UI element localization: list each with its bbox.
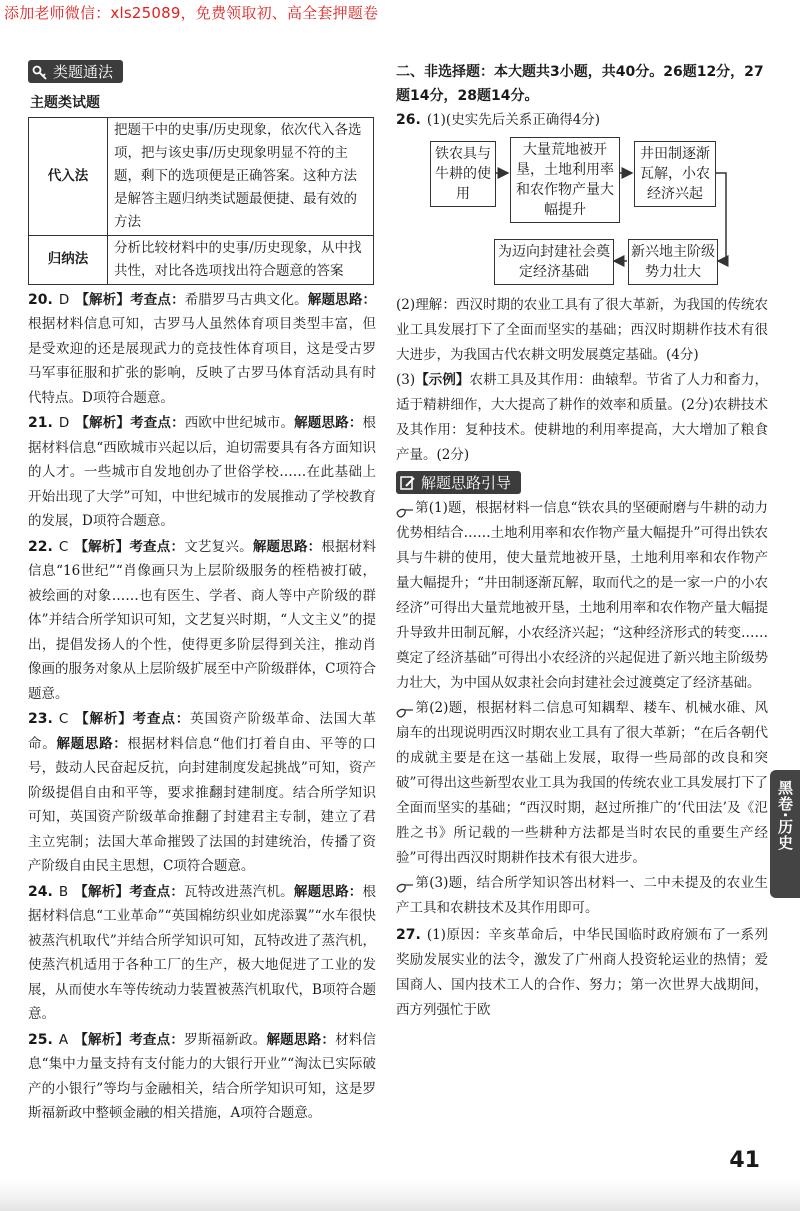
item-text: (3) <box>396 372 416 388</box>
method-subhead: 主题类试题 <box>30 94 100 111</box>
item-keyword: 解题思路： <box>294 415 363 431</box>
item-number: 24. <box>28 883 53 900</box>
q26-part2: (2)理解：西汉时期的农业工具有了很大革新，为我国的传统农业工具发展打下了全面而坚实的基础；西汉时期耕作技术有很大进步，为我国古代农耕文明发展奠定基础。(4分) <box>396 297 768 363</box>
answer-item <box>28 1028 376 1126</box>
item-text: 根据材料信息“他们打着自由、平等的口号，鼓动人民奋起反抗，向封建制度发起挑战”可知，资产阶级提倡自由和平等，要求推翻封建制度。结合所学知识可知，英国资产阶级革命推翻了封建君主专制，建立了君主立宪制；法国大革命摧毁了法国的封建统治，传播了资产阶级自由民主思想，C项符合题意。 <box>28 735 377 874</box>
item-number: 26. <box>396 112 421 128</box>
pointing-hand-icon <box>396 703 414 715</box>
item-keyword: 考查点： <box>132 711 191 727</box>
watermark-text: 添加老师微信：xls25089，免费领取初、高全套押题卷 <box>4 4 379 22</box>
item-answer: C <box>58 538 69 555</box>
item-keyword: 解题思路： <box>56 735 128 752</box>
method-desc: 分析比较材料中的史事/历史现象，从中找共性，对比各选项找出符合题意的答案 <box>108 235 374 284</box>
key-icon <box>32 64 48 80</box>
answer-item <box>28 535 376 707</box>
method-table <box>28 117 374 285</box>
pencil-note-icon <box>400 475 416 491</box>
left-column <box>28 60 376 1126</box>
item-text: 根据材料信息“工业革命”“英国棉纺织业如虎添翼”“水车很快被蒸汽机取代”并结合所学知识可知，瓦特改进了蒸汽机，使蒸汽机适用于各种工厂的生产，极大地促进了工业的发展，从而使水车等传统动力装置被蒸汽机取代，B项符合题意。 <box>28 883 377 1022</box>
item-text: 英国资产阶级革命、法国大革命。 <box>28 711 377 752</box>
item-tag: 【解析】 <box>75 415 131 431</box>
table-row <box>29 117 374 235</box>
flow-diagram <box>396 137 768 291</box>
item-keyword: 考查点： <box>129 1031 185 1048</box>
item-text: 希腊罗马古典文化。 <box>184 291 308 308</box>
item-tag: 【解析】 <box>74 711 133 727</box>
item-text: 根据材料信息“16世纪”“肖像画只为上层阶级服务的桎梏被打破，被绘画的对象……也有医生、学者、商人等中产阶级的群体”并结合所学知识可知，文艺复兴时期，“人文主义”的提出，提倡发扬人的个性，使得更多阶层得到关注，推动肖像画的服务对象从上层阶级扩展至中产阶级群体，C项符合题意。 <box>28 538 377 702</box>
method-name: 代入法 <box>29 117 108 235</box>
q26-part3 <box>396 368 768 468</box>
right-column <box>396 60 768 1023</box>
item-tag: 【解析】 <box>75 291 131 308</box>
section-heading: 二、非选择题：本大题共3小题，共40分。26题12分，27题14分，28题14分。 <box>396 64 764 104</box>
item-keyword: 考查点： <box>130 415 185 431</box>
item-answer: A <box>58 1031 69 1048</box>
item-text: 文艺复兴。 <box>184 538 253 555</box>
item-keyword: 考查点： <box>129 538 185 555</box>
item-answer: D <box>58 291 70 308</box>
item-number: 20. <box>28 291 53 308</box>
answer-item <box>28 411 376 534</box>
flow-box: 大量荒地被开垦，土地利用率和农作物产量大幅提升 <box>510 137 620 223</box>
item-tag: 【解析】 <box>74 538 130 555</box>
scan-edge <box>0 1180 800 1211</box>
item-number: 22. <box>28 538 53 555</box>
guide-badge <box>396 471 521 494</box>
flow-box: 为迈向封建社会奠定经济基础 <box>494 239 614 285</box>
item-text: 农耕工具及其作用：曲辕犁。节省了人力和畜力，适于精耕细作，大大提高了耕作的效率和质量。(2分)农耕技术及其作用：复种技术。使耕地的利用率提高，大大增加了粮食产量。(2分) <box>396 372 769 463</box>
answer-list <box>28 288 376 1126</box>
item-keyword: 解题思路： <box>307 291 376 308</box>
item-text: 材料信息“集中力量支持有支付能力的大银行开业”“淘汰已实际破产的小银行”等均与金融相关，结合所学知识可知，这是罗斯福新政中整顿金融的相关措施，A项符合题意。 <box>28 1031 377 1121</box>
method-name: 归纳法 <box>29 235 108 284</box>
item-keyword: 解题思路： <box>266 1031 336 1048</box>
item-tag: 【解析】 <box>74 1031 130 1048</box>
guide-paragraph <box>396 496 768 696</box>
item-text: 根据材料信息可知，古罗马人虽然体育项目类型丰富，但是受欢迎的还是展现武力的竞技性体育项目，这是受古罗马军事征服和扩张的影响，反映了古罗马体育活动具有时代特点。D项符合题意。 <box>28 316 376 406</box>
guide-badge-label: 解题思路引导 <box>421 474 512 492</box>
item-keyword: 考查点： <box>129 883 185 900</box>
item-keyword: 解题思路： <box>293 883 363 900</box>
item-answer: D <box>58 415 70 431</box>
guide-paragraph <box>396 871 768 921</box>
item-tag: 【示例】 <box>415 372 470 388</box>
item-text: 根据材料信息“西欧城市兴起以后，迫切需要具有各方面知识的人才。一些城市自发地创办了世俗学校……在此基础上开始出现了大学”可知，中世纪城市的发展推动了学校教育的发展，D项符合题意。 <box>28 415 376 529</box>
item-text: 第(2)题，根据材料二信息可知耦犁、耧车、机械水碓、风扇车的出现说明西汉时期农业工具有了很大革新；“在后各朝代的成就主要是在这一基础上发展，取得一些局部的改良和突破”可得出这些新型农业工具为我国的传统农业工具发展打下了全面而坚实的基础；“西汉时期，赵过所推广的‘代田法’及《氾胜之书》所记载的一些耕种方法都是当时农民的重要生产经验”可得出西汉时期耕作技术有很大进步。 <box>396 700 768 866</box>
item-number: 25. <box>28 1031 53 1048</box>
subject-side-tab <box>770 770 800 898</box>
item-answer: C <box>58 711 69 727</box>
item-text: (1)(史实先后关系正确得4分) <box>426 112 601 128</box>
item-keyword: 解题思路： <box>252 538 322 555</box>
item-text: 西欧中世纪城市。 <box>184 415 295 431</box>
item-text: 第(1)题，根据材料一信息“铁农具的坚硬耐磨与牛耕的动力优势相结合……土地利用率和农作物产量大幅提升”可得出铁农具与牛耕的使用，使大量荒地被开垦，土地利用率和农作物产量大幅提升；“井田制逐渐瓦解，取而代之的是一家一户的小农经济”可得出大量荒地被开垦，土地利用率和农作物产量大幅提升导致井田制瓦解，小农经济兴起；“这种经济形式的转变……奠定了经济基础”可得出小农经济的兴起促进了新兴地主阶级势力壮大，为中国从奴隶社会向封建社会过渡奠定了经济基础。 <box>396 500 768 691</box>
pointing-hand-icon <box>396 503 414 515</box>
item-keyword: 考查点： <box>130 291 185 308</box>
method-desc: 把题干中的史事/历史现象，依次代入各选项，把与该史事/历史现象明显不符的主题，剩下的选项便是正确答案。这种方法是解答主题归纳类试题最便捷、最有效的方法 <box>108 117 374 235</box>
item-text: 瓦特改进蒸汽机。 <box>184 883 294 900</box>
item-text: 罗斯福新政。 <box>184 1031 267 1048</box>
item-text: (1)原因：辛亥革命后，中华民国临时政府颁布了一系列奖励发展实业的法令，激发了广州商人投资轮运业的热情；爱国商人、国内技术工人的合作、努力；第一次世界大战期间，西方列强忙于欧 <box>396 927 768 1018</box>
q27-text <box>396 923 768 1023</box>
q26-part1 <box>396 108 768 133</box>
flow-box: 铁农具与牛耕的使用 <box>430 141 496 207</box>
item-number: 23. <box>28 711 53 727</box>
flow-box: 井田制逐渐瓦解，小农经济兴起 <box>634 141 716 207</box>
answer-item <box>28 707 376 879</box>
item-number: 21. <box>28 415 53 431</box>
item-answer: B <box>58 883 69 900</box>
method-badge <box>28 60 123 83</box>
pointing-hand-icon <box>396 878 414 890</box>
method-badge-label: 类题通法 <box>53 63 114 81</box>
item-number: 27. <box>396 927 421 943</box>
table-row <box>29 235 374 284</box>
answer-item <box>28 288 376 411</box>
item-tag: 【解析】 <box>74 883 130 900</box>
flow-box: 新兴地主阶级势力壮大 <box>628 239 718 285</box>
page-number: 41 <box>729 1148 760 1173</box>
guide-paragraph <box>396 696 768 871</box>
side-tab-label: 黑卷·历史 <box>776 780 794 851</box>
item-text: 第(3)题，结合所学知识答出材料一、二中未提及的农业生产工具和农耕技术及其作用即可。 <box>396 875 768 916</box>
flow-arrows <box>396 137 768 291</box>
answer-item <box>28 880 376 1027</box>
